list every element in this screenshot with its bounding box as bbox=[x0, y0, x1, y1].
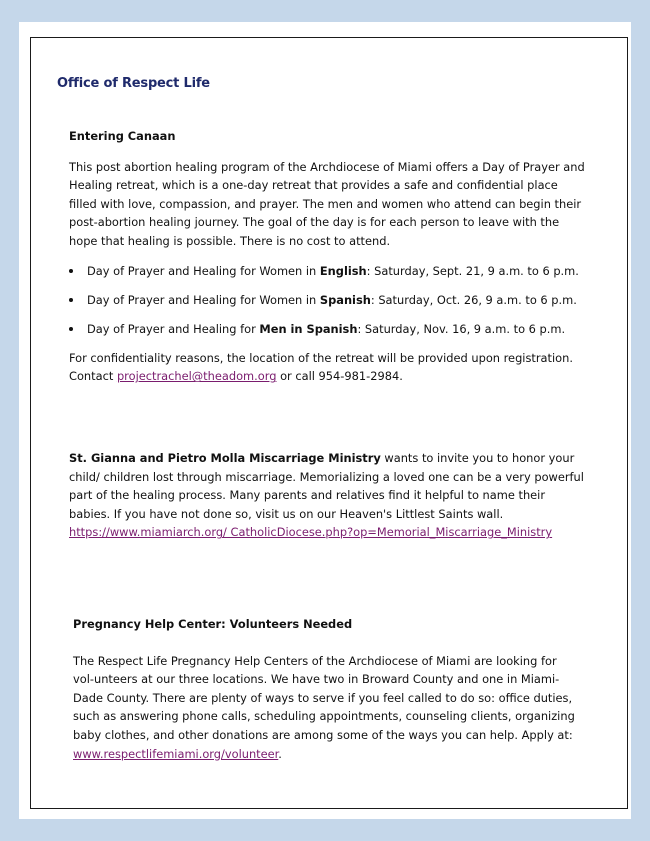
miscarriage-section bbox=[69, 449, 585, 542]
bullet-icon bbox=[69, 269, 73, 273]
list-item: Day of Prayer and Healing for Women in Spanish: Saturday, Oct. 26, 9 a.m. to 6 p.m. bbox=[69, 291, 589, 310]
pregnancy-title: Pregnancy Help Center: Volunteers Needed bbox=[73, 617, 353, 631]
canaan-note: For confidentiality reasons, the location of the retreat will be provided upon registration. Contact projectrachel@theadom.org or call 954-981-2984. bbox=[69, 350, 573, 384]
miscarriage-paragraph: St. Gianna and Pietro Molla Miscarriage Ministry wants to invite you to honor your child/ children lost through miscarriage. Memorializing a loved one can be a very powerful part of the healing process. Many parents and relatives find it helpful to name their babies. If you have not done so, visit us on our Heaven's Littlest Saints wall. https://www.miamiarch.org/ CatholicDiocese.php?op=Memorial_Miscarriage_Ministry bbox=[69, 451, 584, 540]
header-title: Office of Respect Life bbox=[57, 76, 210, 91]
volunteer-link[interactable]: www.respectlifemiami.org/volunteer bbox=[73, 746, 279, 761]
canaan-intro: This post abortion healing program of the Archdiocese of Miami offers a Day of Prayer and Healing retreat, which is a one-day retreat that provides a safe and confidential place filled with love, compassion, and prayer. The men and women who attend can begin their post-abortion healing journey. The goal of the day is for each person to leave with the hope that healing is possible. There is no cost to attend. bbox=[69, 159, 585, 248]
canaan-section bbox=[69, 127, 589, 386]
list-item: Day of Prayer and Healing for Men in Spanish: Saturday, Nov. 16, 9 a.m. to 6 p.m. bbox=[69, 320, 589, 339]
canaan-bullets bbox=[69, 262, 589, 339]
miscarriage-title: St. Gianna and Pietro Molla Miscarriage Ministry bbox=[69, 451, 381, 465]
pregnancy-paragraph: The Respect Life Pregnancy Help Centers of the Archdiocese of Miami are looking for vol-unteers at our three locations. We have two in Broward County and one in Miami-Dade County. There are plenty of ways to serve if you feel called to do so: office duties, such as answering phone calls, scheduling appointments, counseling clients, organizing baby clothes, and other donations are among some of the ways you can help. Apply at: www.respectlifemiami.org/volunteer. bbox=[73, 653, 575, 761]
email-link[interactable]: projectrachel@theadom.org bbox=[116, 369, 277, 384]
list-item: Day of Prayer and Healing for Women in English: Saturday, Sept. 21, 9 a.m. to 6 p.m. bbox=[69, 262, 589, 281]
bullet-icon bbox=[69, 327, 73, 331]
bullet-icon bbox=[69, 298, 73, 302]
ministry-link[interactable]: https://www.miamiarch.org/ CatholicDiocese.php?op=Memorial_Miscarriage_Ministry bbox=[69, 525, 553, 540]
pregnancy-section bbox=[73, 615, 579, 763]
canaan-title: Entering Canaan bbox=[69, 129, 176, 143]
